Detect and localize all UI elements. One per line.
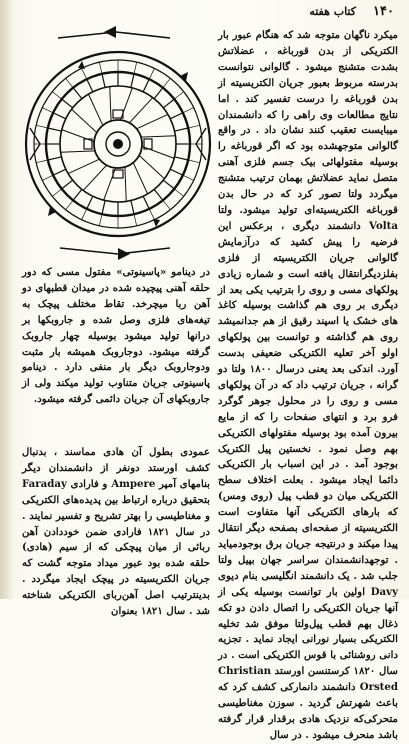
commutator-spoke [120, 88, 132, 120]
coil-lead [183, 108, 194, 113]
coil-lead [52, 189, 61, 196]
article-text-right-column [218, 28, 398, 741]
coil-lead [42, 108, 53, 113]
commutator-spoke [139, 155, 164, 178]
coil-lead [174, 92, 183, 99]
coil-winding [131, 74, 134, 88]
coil-winding [163, 99, 174, 108]
right-column-paragraph: میکرد ناگهان متوجه شد که هنگام عبور بار الکتریکی از بدن قورباغه ، عضلاتش بشدت متشنج میشود . گالوانی نتوانست بدرسته مربوط بعبور جریان الکتریسیته از بدن قورباغه را درست تفسیر کند . اما نتایج مطالعات وی راهی را که دانشمندان میبایست تعقیب کنند نشان داد . در واقع گالوانی متوجهشده بود که اگر قورباغه را بوسیله مفتولهائی بیک جسم فلزی آهنی متصل نماید عضلاتش بهمان ترتیب متشنج میگردد ولتا تصور کرد که در حال بدن قورباغه الکتریسیته‌ای تولید میشود. ولتا Volta دانشمند دیگری ، برعکس این فرضیه را پیش کشید که درآزمایش گالوانی جریان الکتریسیته از فلزی بفلزدیگرانتقال یافته است و شماره زیادی پولکهای مسی و روی را بترتیب یکی بعد از دیگری بر روی هم گذاشت بوسیله کاغذ های خشک یا اسپند رقیق از هم جدانمیشد روی هم گذاشته و توانست بین پولکهای اولو آخر تعلیه الکتریکی ضعیفی بدست آورد. اندکی بعد یعنی درسال ۱۸۰۰ ولتا دو گرانه ، جریان ترتیب داد که در آن پولکهای مسی و روی را در محلول جوهر گوگرد فرو برد و انتهای صفحات را که از مایع بیرون آمده بود بوسیله مفتولهای الکتریکی بهم وصل نمود . نخستین پیل الکتریک بوجود آمد . در این اسباب بار الکتریکی دائما ایجاد میشود . بعلت اختلاف سطح الکتریکی میان دو قطب پیل (روی ومس) که بارهای الکتریکی آنها متفاوت است الکتریسیته از صفحه‌ای بصفحه دیگر انتقال پیدا میکند و درنتیجه جریان برق بوجودمیاید . توجهدانشمندان سراسر جهان بپیل ولتا جلب شد . یک دانشمند انگلیسی بنام دیوی Davy اولین بار توانست بوسیله یکی از آنها جریان الکتریکی را اتصال دادن دو تکه ذغال بهم قطب پیل‌ولتا موفق شد تخلیه الکتریکی بسیار نورانی ایجاد نماید . تجزیه دانی روشنائی با قوس الکتریکی است . در سال ۱۸۲۰ کرستنسن اورستد Christian Orsted دانشمند دانمارکی کشف کرد که باعث شهرتش گردید . سوزن مغناطیسی متحرکی‌که نزدیک هادی برقدار قرار گرفته باشد منحرف میشود . در سال [218, 29, 398, 741]
running-title: کتاب هفته [309, 5, 356, 18]
coil-lead [42, 175, 53, 180]
coil-lead [183, 175, 194, 180]
arrow-head-bottom [118, 248, 130, 260]
coil-winding [73, 189, 82, 200]
coil-lead [188, 160, 200, 163]
commutator-spoke [104, 168, 116, 200]
coil-lead [52, 92, 61, 99]
commutator-spoke [83, 165, 106, 190]
commutator-spoke [133, 163, 147, 194]
rotation-arrow-bottom [60, 248, 170, 254]
coil-lead [188, 125, 200, 128]
shaft [113, 139, 123, 149]
coil-winding [131, 201, 134, 215]
commutator-spoke [88, 94, 102, 125]
coil-winding [175, 128, 189, 131]
figure-caption [22, 265, 210, 450]
coil-winding [143, 79, 149, 92]
commutator-spoke [137, 114, 168, 128]
coil-winding [102, 74, 105, 88]
article-text-left-column [22, 445, 211, 618]
dynamo-diagram [20, 16, 216, 266]
commutator-spoke [110, 87, 111, 121]
coil-winding [163, 180, 174, 189]
coil-winding [170, 169, 183, 175]
coil-winding [87, 79, 93, 92]
coil-lead [149, 68, 154, 79]
coil-lead [163, 78, 170, 87]
left-column-paragraph: عمودی بطول آن هادی مماسند ، بدنبال کشف اورستد دونفر از دانشمندان دیگر بنامهای آمپر Ampere و فارادی Faraday بتحقیق درباره ارتباط بین پدیده‌های الکتریکی و مغناطیسی را بهتر تشریح و تفسیر نمایند . در سال ۱۸۲۱ فارادی ضمن خوددادن آهن ربائی از میان پیچکی که از سیم (هادی) حلقه شده بود عبور میداد متوجه گشت که جریان الکتریسیته در پیچک ایجاد میگردد . بدینترتیب اصل آهن‌ربای الکتریکی شناخته شد . سال ۱۸۲۱ بعنوان [22, 446, 211, 618]
arrow-head-top [104, 26, 116, 38]
coil-winding [170, 113, 183, 119]
caption-paragraph: در دینامو «پاسینوتی» مفتول مسی که دور حلقه آهنی پیچیده شده در میدان قطبهای دو آهن ربا میچرخد. تقاط مختلف پیچک به تیغه‌های فلزی وصل شده و جاروبکها بر درانها تولید میشود بوسیله چهار جاروبک گرفته میشود. دوجاروبک همیشه بار مثبت ودوجاروبک دیگر بار منفی دارد . دینامو پاسینوتی جریان متناوب تولید میکند ولی از جاروبکهای آن جریان دائمی گرفته میشود. [22, 266, 210, 406]
coil-lead [36, 160, 48, 163]
coil-winding [154, 189, 163, 200]
current-arrow-3 [78, 61, 85, 69]
coil-lead [66, 78, 73, 87]
coil-lead [82, 209, 87, 220]
coil-lead [163, 200, 170, 209]
coil-lead [134, 214, 137, 226]
coil-winding [53, 169, 66, 175]
page-header [226, 4, 394, 24]
coil-winding [62, 99, 73, 108]
page-gutter-shadow [0, 0, 14, 599]
coil-winding [175, 157, 189, 160]
coil-lead [149, 209, 154, 220]
coil-lead [99, 214, 102, 226]
coil-winding [48, 157, 62, 160]
coil-winding [48, 128, 62, 131]
commutator-spoke [72, 109, 97, 132]
coil-winding [143, 196, 149, 209]
commutator-spoke [129, 98, 152, 123]
coil-winding [73, 88, 82, 99]
page-number: ۱۴۰ [373, 4, 394, 19]
coil-lead [174, 189, 183, 196]
commutator-spoke [61, 151, 95, 152]
coil-winding [102, 201, 105, 215]
coil-winding [154, 88, 163, 99]
coil-winding [53, 113, 66, 119]
coil-winding [87, 196, 93, 209]
commutator-spoke [62, 130, 94, 142]
coil-lead [134, 62, 137, 74]
commutator-spoke [142, 146, 174, 158]
coil-lead [99, 62, 102, 74]
commutator-spoke [125, 167, 126, 201]
coil-lead [82, 68, 87, 79]
commutator-spoke [68, 159, 99, 173]
coil-lead [66, 200, 73, 209]
commutator-spoke [141, 136, 175, 137]
coil-winding [62, 180, 73, 189]
coil-lead [36, 125, 48, 128]
